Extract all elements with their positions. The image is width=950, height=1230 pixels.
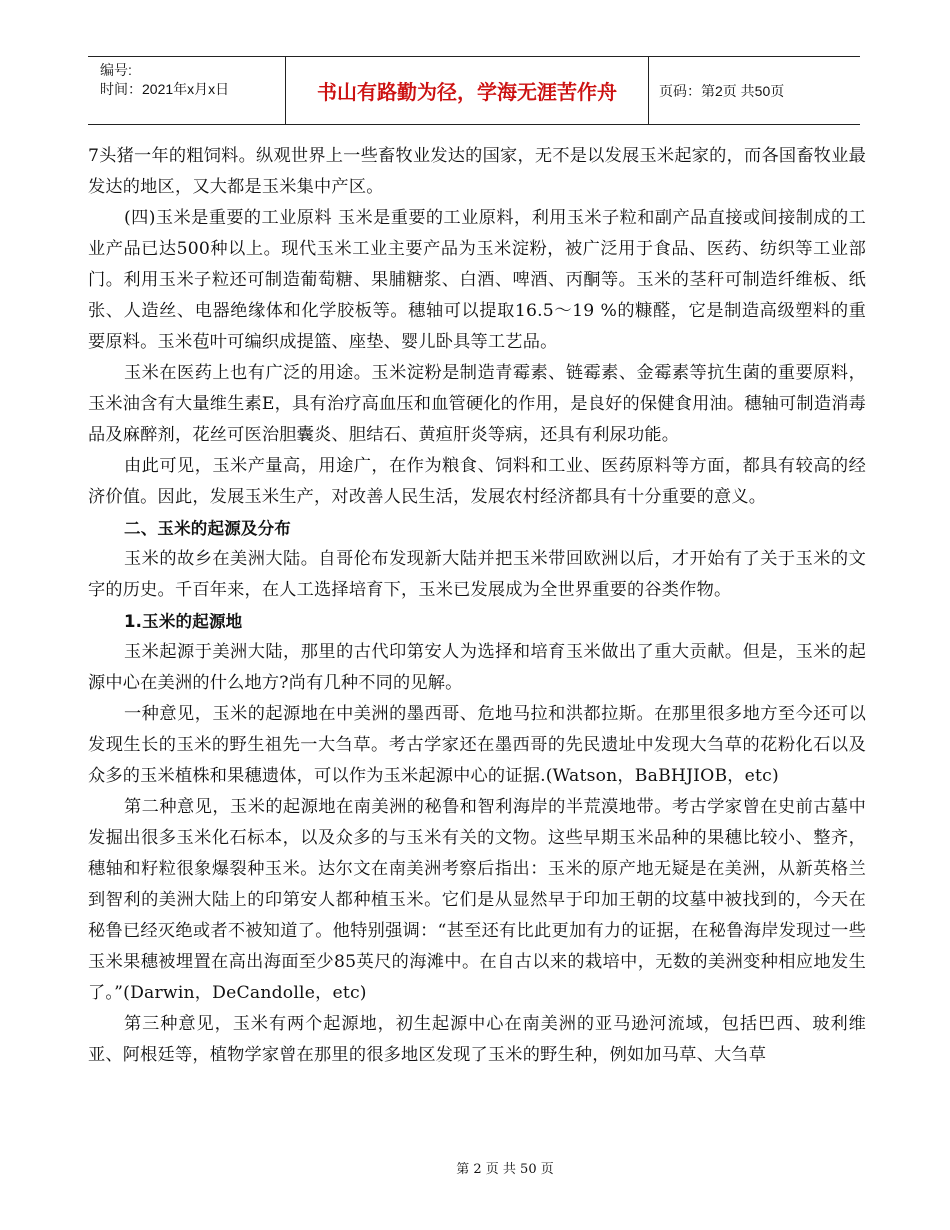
document-date: 时间：2021年x月x日 bbox=[100, 81, 230, 97]
header-page-info: 页码：第2页 共50页 bbox=[659, 82, 785, 99]
header-meta-cell bbox=[88, 57, 286, 124]
body-paragraph: (四)玉米是重要的工业原料 玉米是重要的工业原料，利用玉米子粒和副产品直接或间接制成的工业产品已达500种以上。现代玉米工业主要产品为玉米淀粉，被广泛用于食品、医药、纺织等工业部门。利用玉米子粒还可制造葡萄糖、果脯糖浆、白酒、啤酒、丙酮等。玉米的茎秆可制造纤维板、纸张、人造丝、电器绝缘体和化学胶板等。穗轴可以提取16.5～19 %的糠醛，它是制造高级塑料的重要原料。玉米苞叶可编织成提篮、座垫、婴儿卧具等工艺品。 bbox=[88, 208, 866, 352]
subsection-heading: 1.玉米的起源地 bbox=[124, 612, 243, 631]
body-paragraph: 玉米起源于美洲大陆，那里的古代印第安人为选择和培育玉米做出了重大贡献。但是，玉米的起源中心在美洲的什么地方?尚有几种不同的见解。 bbox=[88, 642, 866, 693]
body-paragraph: 第二种意见，玉米的起源地在南美洲的秘鲁和智利海岸的半荒漠地带。考古学家曾在史前古墓中发掘出很多玉米化石标本，以及众多的与玉米有关的文物。这些早期玉米品种的果穗比较小、整齐，穗轴和籽粒很象爆裂种玉米。达尔文在南美洲考察后指出：玉米的原产地无疑是在美洲，从新英格兰到智利的美洲大陆上的印第安人都种植玉米。它们是从显然早于印加王朝的坟墓中被找到的，今天在秘鲁已经灭绝或者不被知道了。他特别强调：“甚至还有比此更加有力的证据，在秘鲁海岸发现过一些玉米果穗被埋置在高出海面至少85英尺的海滩中。在自古以来的栽培中，无数的美洲变种相应地发生了。”(Darwin，DeCandolle，etc) bbox=[88, 797, 866, 1003]
document-number-label: 编号: bbox=[100, 62, 132, 78]
body-paragraph: 一种意见，玉米的起源地在中美洲的墨西哥、危地马拉和洪都拉斯。在那里很多地方至今还可以发现生长的玉米的野生祖先一大刍草。考古学家还在墨西哥的先民遗址中发现大刍草的花粉化石以及众多的玉米植株和果穗遗体，可以作为玉米起源中心的证据.(Watson，BaBHJIOB，etc) bbox=[88, 704, 866, 786]
document-body bbox=[88, 141, 866, 1071]
body-paragraph: 由此可见，玉米产量高，用途广，在作为粮食、饲料和工业、医药原料等方面，都具有较高的经济价值。因此，发展玉米生产，对改善人民生活，发展农村经济都具有十分重要的意义。 bbox=[88, 456, 866, 507]
body-paragraph: 7头猪一年的粗饲料。纵观世界上一些畜牧业发达的国家，无不是以发展玉米起家的，而各国畜牧业最发达的地区，又大都是玉米集中产区。 bbox=[88, 146, 866, 197]
body-paragraph: 玉米的故乡在美洲大陆。自哥伦布发现新大陆并把玉米带回欧洲以后，才开始有了关于玉米的文字的历史。千百年来，在人工选择培育下，玉米已发展成为全世界重要的谷类作物。 bbox=[88, 549, 866, 600]
header-motto: 书山有路勤为径，学海无涯苦作舟 bbox=[286, 57, 649, 124]
body-paragraph: 第三种意见，玉米有两个起源地，初生起源中心在南美洲的亚马逊河流域，包括巴西、玻利维亚、阿根廷等，植物学家曾在那里的很多地区发现了玉米的野生种，例如加马草、大刍草 bbox=[88, 1014, 866, 1065]
section-heading: 二、玉米的起源及分布 bbox=[124, 519, 291, 538]
body-paragraph: 玉米在医药上也有广泛的用途。玉米淀粉是制造青霉素、链霉素、金霉素等抗生菌的重要原料，玉米油含有大量维生素E，具有治疗高血压和血管硬化的作用，是良好的保健食用油。穗轴可制造消毒品及麻醉剂，花丝可医治胆囊炎、胆结石、黄疸肝炎等病，还具有利尿功能。 bbox=[88, 363, 866, 445]
page-footer: 第 2 页 共 50 页 bbox=[456, 1162, 554, 1177]
header-table bbox=[88, 56, 860, 125]
